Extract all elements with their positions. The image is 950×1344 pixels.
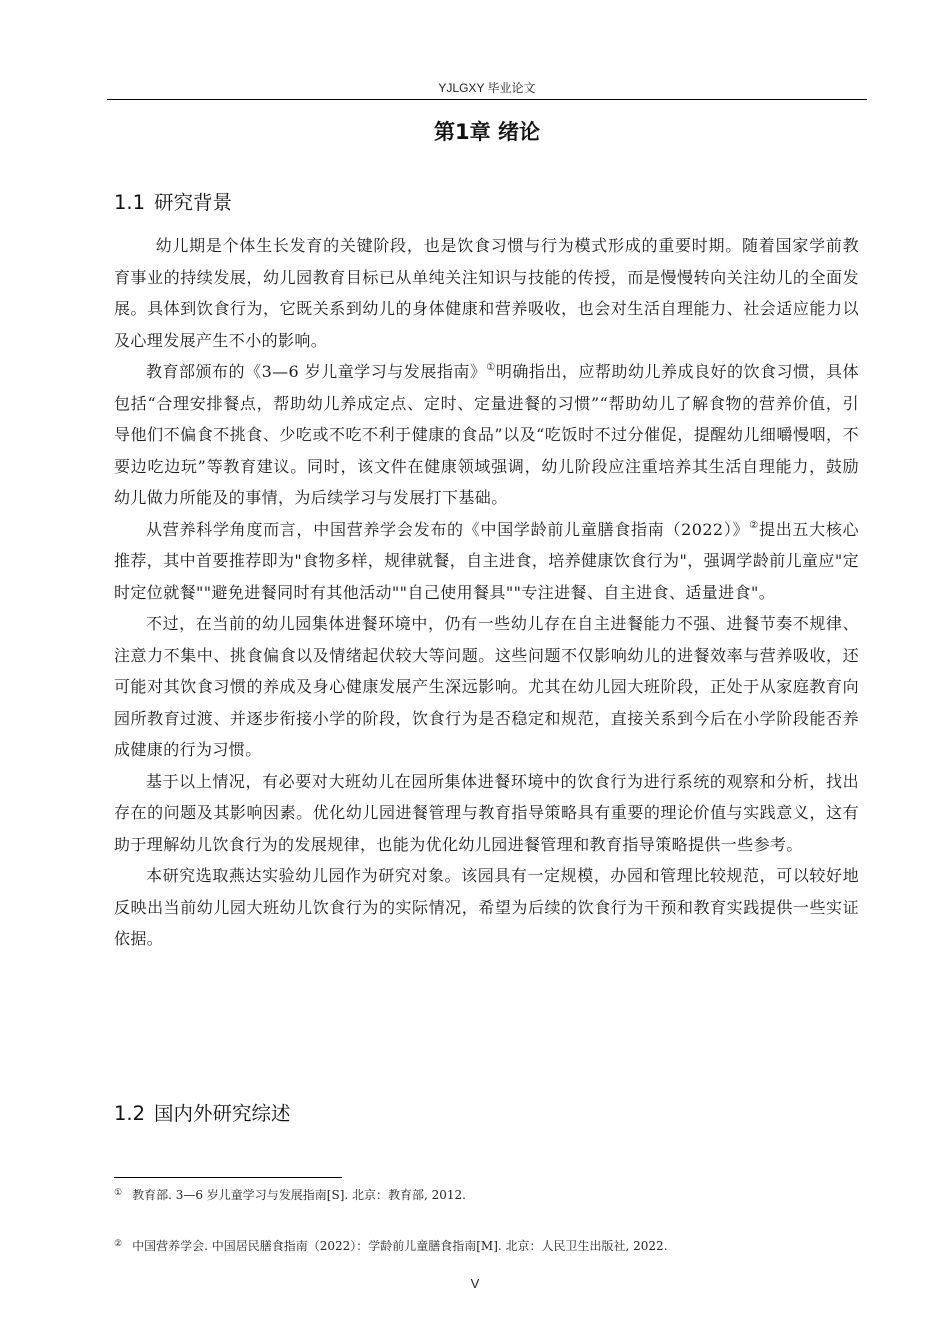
header-rule: [107, 99, 867, 100]
paragraph: 幼儿期是个体生长发育的关键阶段，也是饮食习惯与行为模式形成的重要时期。随着国家学前教育事业的持续发展，幼儿园教育目标已从单纯关注知识与技能的传授，而是慢慢转向关注幼儿的全面发展。具体到饮食行为，它既关系到幼儿的身体健康和营养吸收，也会对生活自理能力、社会适应能力以及心理发展产生不小的影响。: [114, 236, 859, 350]
chapter-title: 第1章 绪论: [434, 120, 540, 144]
footnote-ref[interactable]: ①: [486, 362, 496, 373]
section-number: 1.1: [114, 191, 146, 214]
section-heading-1-2: [114, 1098, 291, 1126]
section-number: 1.2: [114, 1102, 146, 1125]
paragraph: 从营养科学角度而言，中国营养学会发布的《中国学龄前儿童膳食指南（2022）》②提出五大核心推荐，其中首要推荐即为"食物多样，规律就餐，自主进食，培养健康饮食行为"，强调学龄前儿童应"定时定位就餐""避免进餐同时有其他活动""自己使用餐具""专注进餐、自主进食、适量进食"。: [114, 519, 860, 602]
footnote-1: [114, 1186, 466, 1203]
footnote-mark: ②: [114, 1239, 123, 1249]
footnote-text: 中国营养学会. 中国居民膳食指南（2022）：学龄前儿童膳食指南[M]. 北京：人民卫生出版社, 2022.: [132, 1239, 668, 1253]
body-text: [114, 230, 859, 955]
section-heading-1-1: [114, 187, 232, 215]
page-number: V: [470, 1276, 480, 1291]
footnote-mark: ①: [114, 1188, 123, 1198]
footnote-ref[interactable]: ②: [749, 519, 759, 531]
running-header: YJLGXY 毕业论文: [438, 81, 536, 95]
footnote-rule: [114, 1177, 342, 1178]
section-title: 国内外研究综述: [154, 1102, 291, 1125]
paragraph: 不过，在当前的幼儿园集体进餐环境中，仍有一些幼儿存在自主进餐能力不强、进餐节奏不规律、注意力不集中、挑食偏食以及情绪起伏较大等问题。这些问题不仅影响幼儿的进餐效率与营养吸收，还可能对其饮食习惯的养成及身心健康发展产生深远影响。尤其在幼儿园大班阶段，正处于从家庭教育向园所教育过渡、并逐步衔接小学的阶段，饮食行为是否稳定和规范，直接关系到今后在小学阶段能否养成健康的行为习惯。: [114, 614, 859, 759]
paragraph: 本研究选取燕达实验幼儿园作为研究对象。该园具有一定规模，办园和管理比较规范，可以较好地反映出当前幼儿园大班幼儿饮食行为的实际情况，希望为后续的饮食行为干预和教育实践提供一些实证依据。: [114, 866, 859, 948]
footnote-text: 教育部. 3—6 岁儿童学习与发展指南[S]. 北京：教育部, 2012.: [132, 1188, 466, 1202]
paragraph: 教育部颁布的《3—6 岁儿童学习与发展指南》①明确指出，应帮助幼儿养成良好的饮食习惯，具体包括“合理安排餐点，帮助幼儿养成定点、定时、定量进餐的习惯”“帮助幼儿了解食物的营养价值，引导他们不偏食不挑食、少吃或不吃不利于健康的食品”以及“吃饭时不过分催促，提醒幼儿细嚼慢咽，不要边吃边玩”等教育建议。同时，该文件在健康领域强调，幼儿阶段应注重培养其生活自理能力，鼓励幼儿做力所能及的事情，为后续学习与发展打下基础。: [114, 362, 859, 507]
paragraph: 基于以上情况，有必要对大班幼儿在园所集体进餐环境中的饮食行为进行系统的观察和分析，找出存在的问题及其影响因素。优化幼儿园进餐管理与教育指导策略具有重要的理论价值与实践意义，这有助于理解幼儿饮食行为的发展规律，也能为优化幼儿园进餐管理和教育指导策略提供一些参考。: [114, 771, 859, 854]
section-title: 研究背景: [154, 191, 233, 214]
footnote-2: [114, 1237, 668, 1254]
